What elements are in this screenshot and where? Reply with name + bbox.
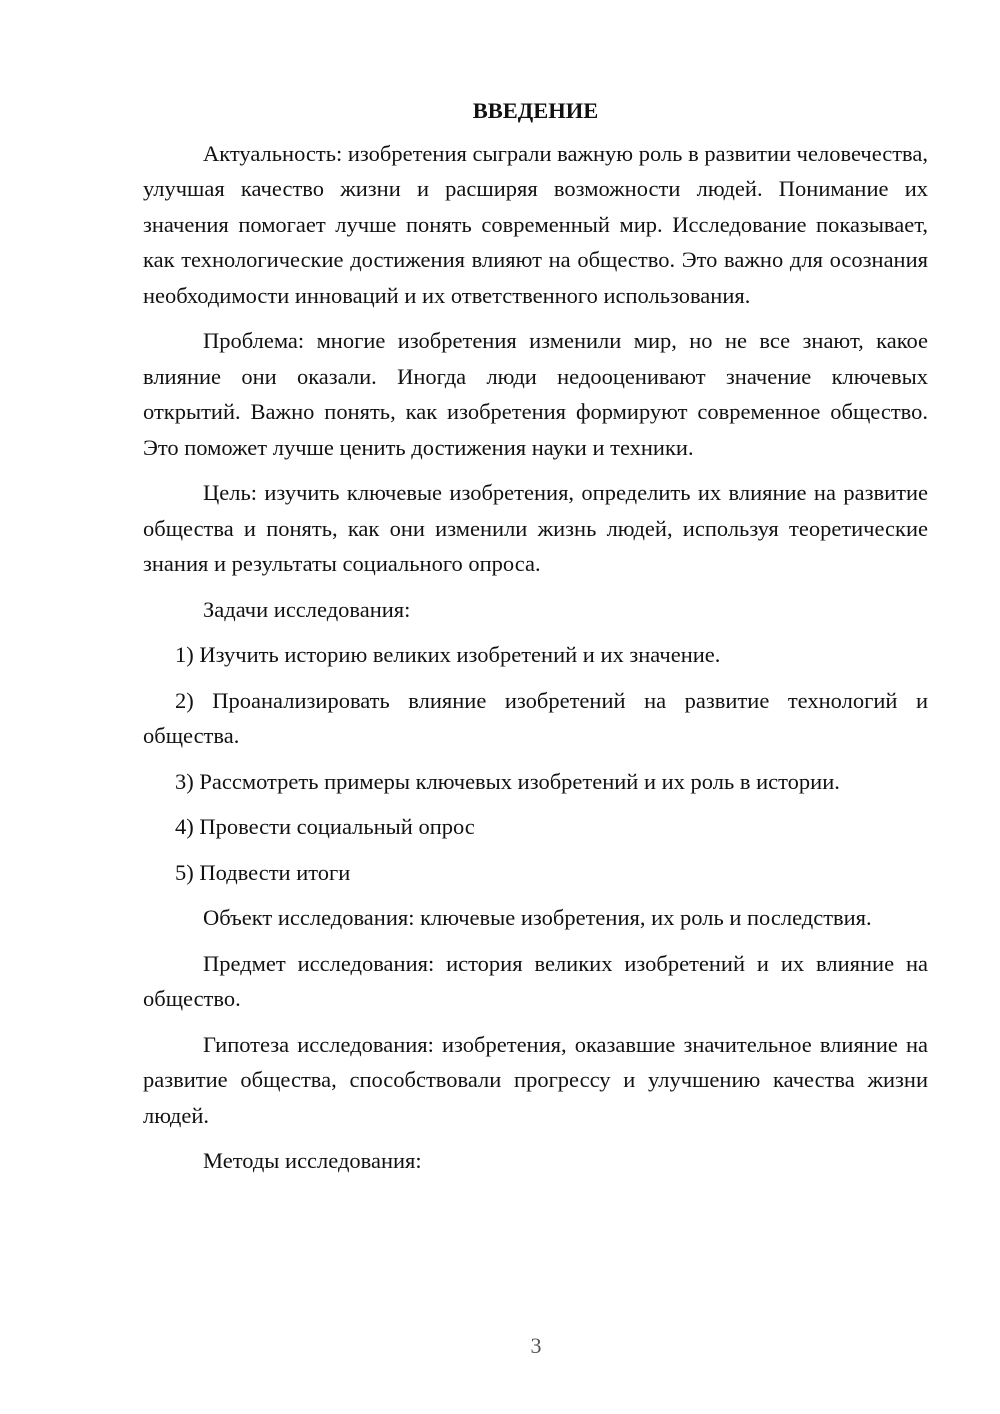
- relevance-paragraph: Актуальность: изобретения сыграли важную роль в развитии человечества, улучшая качество жизни и расширяя возможности людей. Понимание их значения помогает лучше понять современный мир. Исследование показывает, как технологические достижения влияют на общество. Это важно для осознания необходимости инноваций и их ответственного использования.: [143, 140, 928, 308]
- goal-paragraph: Цель: изучить ключевые изобретения, определить их влияние на развитие общества и понять, как они изменили жизнь людей, используя теоретические знания и результаты социального опроса.: [143, 480, 928, 576]
- list-item: 5) Подвести итоги: [175, 859, 351, 885]
- page-title: ВВЕДЕНИЕ: [472, 98, 599, 123]
- problem-paragraph: Проблема: многие изобретения изменили мир, но не все знают, какое влияние они оказали. Иногда люди недооценивают значение ключевых открытий. Важно понять, как изобретения формируют современное общество. Это поможет лучше ценить достижения науки и техники.: [143, 328, 928, 460]
- object-paragraph: Объект исследования: ключевые изобретения, их роль и последствия.: [203, 905, 872, 930]
- list-item: 1) Изучить историю великих изобретений и их значение.: [175, 642, 721, 667]
- tasks-list: [143, 637, 928, 890]
- page-content: [143, 93, 928, 1189]
- list-item: 4) Провести социальный опрос: [175, 814, 475, 839]
- list-item: 3) Рассмотреть примеры ключевых изобретений и их роль в истории.: [175, 768, 840, 794]
- methods-heading: Методы исследования:: [203, 1148, 422, 1173]
- list-item: 2) Проанализировать влияние изобретений на развитие технологий и общества.: [143, 687, 928, 748]
- tasks-heading: Задачи исследования:: [203, 596, 411, 622]
- hypothesis-paragraph: Гипотеза исследования: изобретения, оказавшие значительное влияние на развитие общества, способствовали прогрессу и улучшению качества жизни людей.: [143, 1031, 928, 1128]
- subject-paragraph: Предмет исследования: история великих изобретений и их влияние на общество.: [143, 950, 928, 1011]
- page-number: 3: [530, 1333, 542, 1358]
